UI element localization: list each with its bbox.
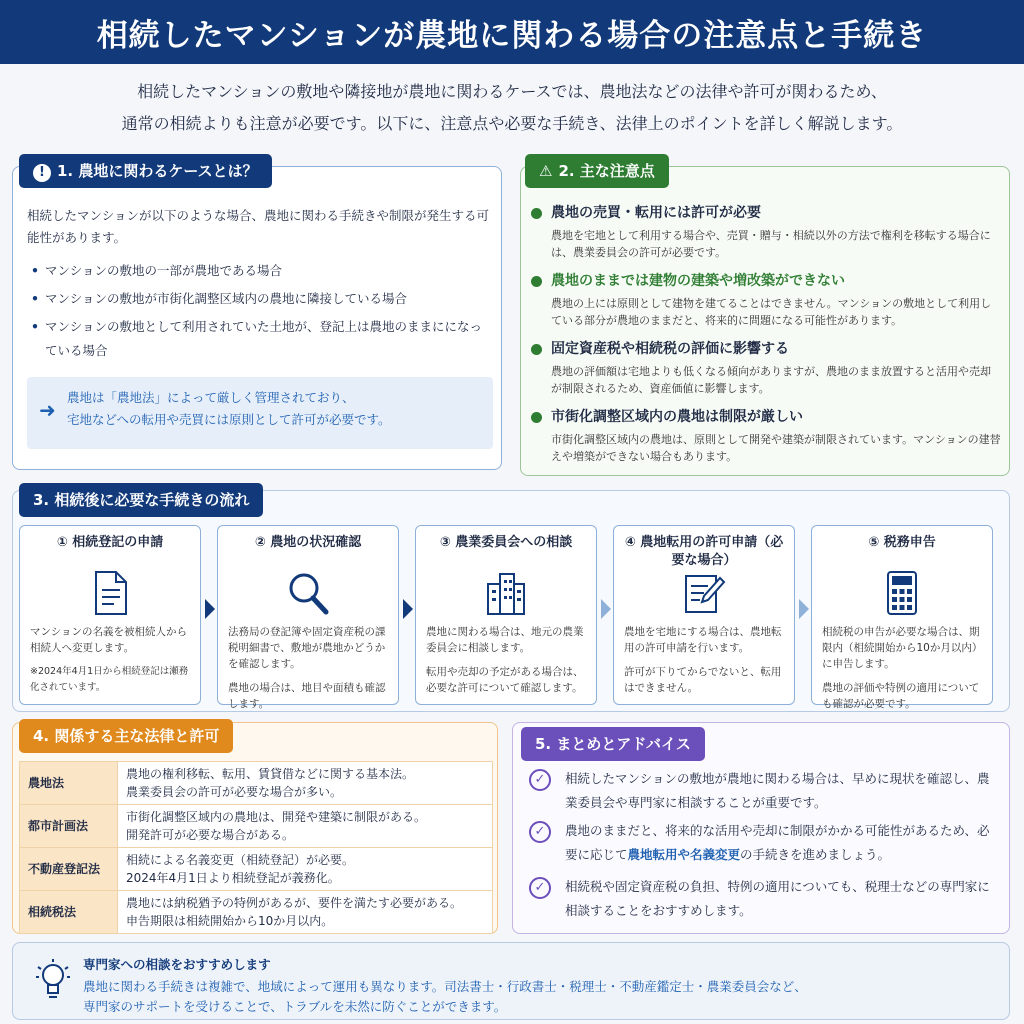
chevron-right-icon xyxy=(601,599,611,619)
list-item: • マンションの敷地の一部が農地である場合 xyxy=(27,259,493,283)
chevron-right-icon xyxy=(205,599,215,619)
caution-item: 農地のままでは建物の建築や増改築ができない 農地の上には原則として建物を建てることはできません。マンションの敷地として利用している部分が農地のままだと、将来的に問題になる可能性があります。 xyxy=(531,271,1001,329)
magnifier-icon xyxy=(228,570,388,622)
section-laws xyxy=(12,722,498,934)
document-icon xyxy=(30,570,190,622)
intro-line-1: 相続したマンションの敷地や隣接地が農地に関わるケースでは、農地法などの法律や許可が関わるため、 xyxy=(137,82,887,101)
advice-item: ✓ 相続したマンションの敷地が農地に関わる場合は、早めに現状を確認し、農業委員会や専門家に相談することが重要です。 xyxy=(527,767,997,815)
calculator-icon xyxy=(822,570,982,622)
section-cases xyxy=(12,162,502,470)
expert-consult-banner xyxy=(12,942,1010,1020)
exclamation-icon: ! xyxy=(33,164,51,182)
page-header xyxy=(0,0,1024,64)
caution-item: 固定資産税や相続税の評価に影響する 農地の評価額は宅地よりも低くなる傾向がありますが、農地のまま放置すると活用や売却が制限されるため、資産価値に影響します。 xyxy=(531,339,1001,397)
step-card: ② 農地の状況確認 法務局の登記簿や固定資産税の課税明細書で、敷地が農地かどうかを確認します。 農地の場合は、地目や面積も確認します。 xyxy=(217,525,399,705)
check-icon: ✓ xyxy=(529,877,551,899)
section-cases-lead: 相続したマンションが以下のような場合、農地に関わる手続きや制限が発生する可能性があります。 xyxy=(27,208,489,245)
advice-item: ✓ 農地のままだと、将来的な活用や売却に制限がかかる可能性があるため、必要に応じて農地転用や名義変更の手続きを進めましょう。 xyxy=(527,819,997,867)
case-list xyxy=(27,259,493,363)
section-procedure-flow xyxy=(12,490,1010,712)
chevron-right-icon xyxy=(403,599,413,619)
section-summary xyxy=(512,722,1010,934)
section-laws-label: 4. 関係する主な法律と許可 xyxy=(19,719,233,753)
intro-text xyxy=(60,76,964,140)
list-item: • マンションの敷地として利用されていた土地が、登記上は農地のままにになっている場合 xyxy=(27,315,493,363)
arrow-right-icon: ➜ xyxy=(39,398,56,422)
step-card: ⑤ 税務申告 相続税の申告が必要な場合は、期限内（相続開始から10か月以内）に申告します。 農地の評価や特例の適用についても確認が必要です。 xyxy=(811,525,993,705)
section-summary-label: 5. まとめとアドバイス xyxy=(521,727,705,761)
intro-line-2: 通常の相続よりも注意が必要です。以下に、注意点や必要な手続き、法律上のポイントを詳しく解説します。 xyxy=(121,114,903,133)
section-cases-label: ! 1. 農地に関わるケースとは？ xyxy=(19,154,272,188)
laws-table xyxy=(19,761,493,934)
expert-consult-title: 専門家への相談をおすすめします xyxy=(83,957,271,972)
lightbulb-icon xyxy=(35,957,71,1003)
form-pen-icon xyxy=(624,570,784,622)
table-row: 農地法 農地の権利移転、転用、賃貸借などに関する基本法。 農業委員会の許可が必要な場合が多い。 xyxy=(20,762,493,805)
building-icon xyxy=(426,570,586,622)
step-card: ④ 農地転用の許可申請（必要な場合） 農地を宅地にする場合は、農地転用の許可申請を行います。 許可が下りてからでないと、転用はできません。 xyxy=(613,525,795,705)
warning-icon: ⚠ xyxy=(539,162,553,180)
step-card: ① 相続登記の申請 マンションの名義を被相続人から相続人へ変更します。 ※2024年4月1日から相続登記は瀬務化されています。 xyxy=(19,525,201,705)
caution-item: 市街化調整区域内の農地は制限が厳しい 市街化調整区域内の農地は、原則として開発や建築が制限されています。マンションの建替えや増築ができない場合もあります。 xyxy=(531,407,1001,465)
caution-item: 農地の売買・転用には許可が必要 農地を宅地として利用する場合や、売買・贈与・相続以外の方法で権利を移転する場合には、農業委員会の許可が必要です。 xyxy=(531,203,1001,261)
page-title: 相続したマンションが農地に関わる場合の注意点と手続き xyxy=(96,17,928,54)
check-icon: ✓ xyxy=(529,821,551,843)
advice-item: ✓ 相続税や固定資産税の負担、特例の適用についても、税理士などの専門家に相談することをおすすめします。 xyxy=(527,875,997,923)
section-procedure-label: 3. 相続後に必要な手続きの流れ xyxy=(19,483,263,517)
farmland-law-note: ➜ 農地は「農地法」によって厳しく管理されており、 宅地などへの転用や売買には原則として許可が必要です。 xyxy=(27,377,493,449)
table-row: 不動産登記法 相続による名義変更（相続登記）が必要。 2024年4月1日より相続登記が義務化。 xyxy=(20,848,493,891)
section-cautions-label: ⚠ 2. 主な注意点 xyxy=(525,154,669,188)
check-icon: ✓ xyxy=(529,769,551,791)
section-cautions xyxy=(520,162,1010,476)
expert-consult-text: 農地に関わる手続きは複雑で、地域によって運用も異なります。司法書士・行政書士・税理士・不動産鑑定士・農業委員会など、 専門家のサポートを受けることで、トラブルを未然に防ぐことができます。 xyxy=(83,979,807,1014)
list-item: • マンションの敷地が市街化調整区域内の農地に隣接している場合 xyxy=(27,287,493,311)
table-row: 都市計画法 市街化調整区域内の農地は、開発や建築に制限がある。 開発許可が必要な場合がある。 xyxy=(20,805,493,848)
table-row: 相続税法 農地には納税猶予の特例があるが、要件を満たす必要がある。 申告期限は相続開始から10か月以内。 xyxy=(20,891,493,934)
chevron-right-icon xyxy=(799,599,809,619)
step-card: ③ 農業委員会への相談 農地に関わる場合は、地元の農業委員会に相談します。 転用や売却の予定がある場合は、必要な許可について確認します。 xyxy=(415,525,597,705)
